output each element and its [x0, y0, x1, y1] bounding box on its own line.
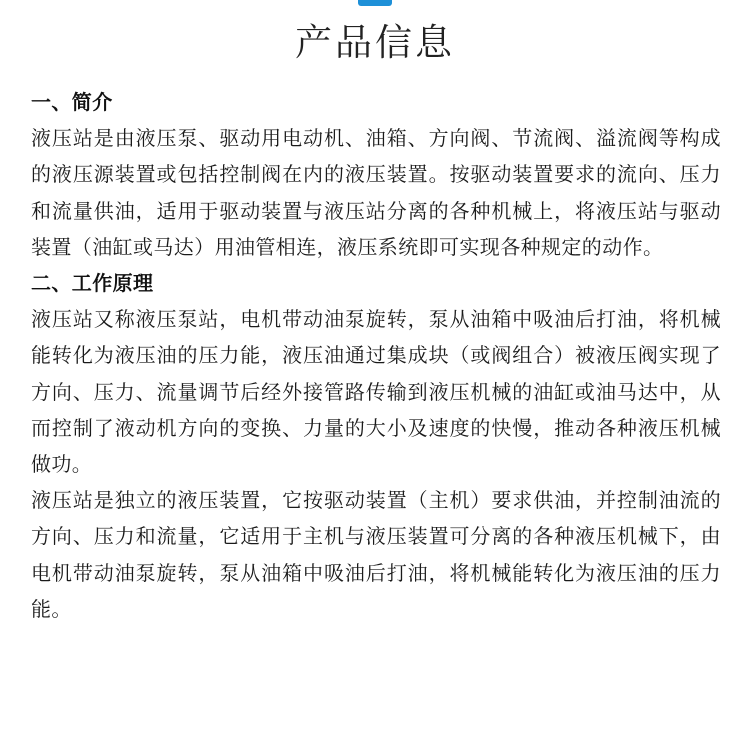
page-title: 产品信息 [295, 21, 455, 64]
intro-paragraph: 液压站是由液压泵、驱动用电动机、油箱、方向阀、节流阀、溢流阀等构成的液压源装置或包括控制阀在内的液压装置。按驱动装置要求的流向、压力和流量供油，适用于驱动装置与液压站分离的各种机械上，将液压站与驱动装置（油缸或马达）用油管相连，液压系统即可实现各种规定的动作。 [31, 126, 721, 259]
section-heading-principle: 二、工作原理 [31, 271, 154, 296]
principle-paragraph-2: 液压站是独立的液压装置，它按驱动装置（主机）要求供油，并控制油流的方向、压力和流量，它适用于主机与液压装置可分离的各种液压机械下，由电机带动油泵旋转，泵从油箱中吸油后打油，将机械能转化为液压油的压力能。 [31, 488, 721, 621]
content-body [31, 84, 721, 627]
section-heading-intro: 一、简介 [31, 90, 113, 114]
title-accent-bar [358, 0, 392, 6]
principle-paragraph-1: 液压站又称液压泵站，电机带动油泵旋转，泵从油箱中吸油后打油，将机械能转化为液压油的压力能，液压油通过集成块（或阀组合）被液压阀实现了方向、压力、流量调节后经外接管路传输到液压机械的油缸或油马达中，从而控制了液动机方向的变换、力量的大小及速度的快慢，推动各种液压机械做功。 [31, 307, 721, 477]
